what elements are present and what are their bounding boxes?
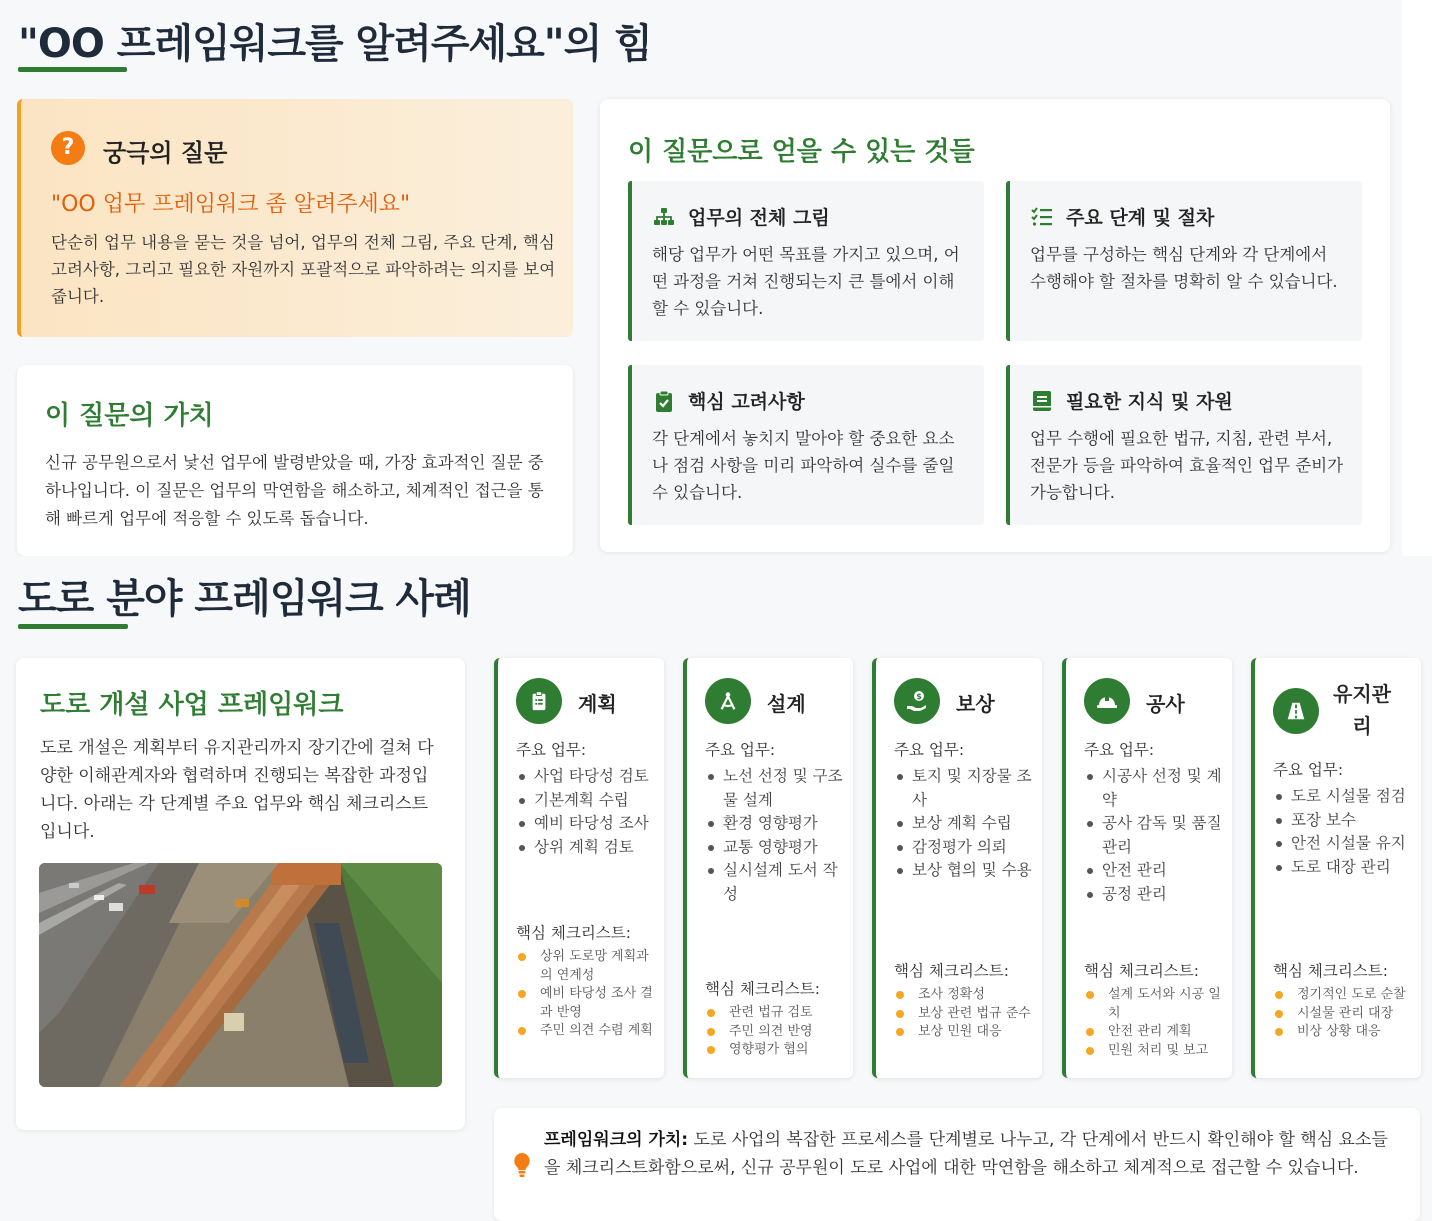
gain-item-title: 주요 단계 및 절차 — [1066, 207, 1215, 229]
checklist — [516, 948, 656, 1041]
checklist-item: 보상 민원 대응 — [894, 1023, 1034, 1042]
checklist-label: 핵심 체크리스트: — [1084, 962, 1199, 980]
gain-item-steps — [1006, 181, 1362, 341]
road-card-title: 도로 개설 사업 프레임워크 — [40, 690, 344, 720]
checklist-label: 핵심 체크리스트: — [516, 924, 631, 942]
stage-card-construction — [1062, 658, 1232, 1078]
sitemap-icon — [652, 205, 676, 229]
gain-item-resources — [1006, 365, 1362, 525]
gains-panel-title: 이 질문으로 얻을 수 있는 것들 — [628, 137, 975, 167]
task-item: 시공사 선정 및 계약 — [1084, 765, 1224, 812]
checklist-item: 안전 관리 계획 — [1084, 1023, 1224, 1042]
question-quote: "OO 업무 프레임워크 좀 알려주세요" — [51, 192, 411, 217]
task-item: 상위 계획 검토 — [516, 836, 656, 860]
tasks-label: 주요 업무: — [1084, 741, 1155, 759]
task-item: 환경 영향평가 — [705, 812, 845, 836]
stage-card-maintenance — [1251, 658, 1421, 1078]
aerial-road-construction-photo — [39, 863, 442, 1087]
value-card-title: 이 질문의 가치 — [45, 401, 214, 431]
checklist-item: 설계 도서와 시공 일치 — [1084, 986, 1224, 1023]
checklist-label: 핵심 체크리스트: — [894, 962, 1009, 980]
task-item: 노선 선정 및 구조물 설계 — [705, 765, 845, 812]
list-check-icon — [1030, 205, 1054, 229]
gain-item-description: 업무 수행에 필요한 법규, 지침, 관련 부서, 전문가 등을 파악하여 효율적인 업무 준비가 가능합니다. — [1030, 429, 1344, 502]
question-card-title: 궁극의 질문 — [103, 139, 228, 167]
framework-value-text — [544, 1126, 1394, 1182]
section2-underline — [18, 624, 128, 629]
task-item: 도로 시설물 점검 — [1273, 785, 1413, 809]
task-item: 예비 타당성 조사 — [516, 812, 656, 836]
checklist-label: 핵심 체크리스트: — [1273, 962, 1388, 980]
clipboard-list-icon — [516, 678, 562, 724]
gain-item-title: 업무의 전체 그림 — [688, 207, 830, 229]
gains-panel — [600, 99, 1390, 552]
framework-value-box — [494, 1108, 1420, 1221]
gain-item-title: 필요한 지식 및 자원 — [1066, 391, 1233, 413]
task-item: 실시설계 도서 작성 — [705, 859, 845, 906]
tasks-label: 주요 업무: — [705, 741, 776, 759]
stage-card-design — [683, 658, 853, 1078]
question-description: 단순히 업무 내용을 묻는 것을 넘어, 업무의 전체 그림, 주요 단계, 핵심 고려사항, 그리고 필요한 자원까지 포괄적으로 파악하려는 의지를 보여줍니다. — [51, 233, 556, 306]
task-item: 도로 대장 관리 — [1273, 856, 1413, 880]
gain-item-description: 각 단계에서 놓치지 말아야 할 중요한 요소나 점검 사항을 미리 파악하여 실수를 줄일 수 있습니다. — [652, 429, 955, 502]
framework-value-label: 프레임워크의 가치: — [544, 1130, 689, 1150]
task-item: 감정평가 의뢰 — [894, 836, 1034, 860]
section2-title: 도로 분야 프레임워크 사례 — [18, 576, 471, 622]
compass-drafting-icon — [705, 678, 751, 724]
checklist — [1273, 986, 1413, 1042]
tasks-label: 주요 업무: — [894, 741, 965, 759]
checklist-item: 조사 정확성 — [894, 986, 1034, 1005]
checklist-item: 상위 도로망 계획과의 연계성 — [516, 948, 656, 985]
task-list — [894, 765, 1034, 883]
gain-item-description: 업무를 구성하는 핵심 단계와 각 단계에서 수행해야 할 절차를 명확히 알 수 있습니다. — [1030, 245, 1338, 291]
task-item: 기본계획 수립 — [516, 789, 656, 813]
task-list — [516, 765, 656, 859]
road-framework-card — [16, 658, 465, 1130]
task-item: 안전 시설물 유지 — [1273, 832, 1413, 856]
task-item: 보상 협의 및 수용 — [894, 859, 1034, 883]
stage-name: 설계 — [767, 692, 806, 716]
question-icon: ? — [51, 131, 85, 165]
clipboard-check-icon — [652, 389, 676, 413]
task-item: 토지 및 지장물 조사 — [894, 765, 1034, 812]
stage-card-plan — [494, 658, 664, 1078]
task-item: 포장 보수 — [1273, 809, 1413, 833]
checklist-item: 민원 처리 및 보고 — [1084, 1042, 1224, 1061]
checklist-item: 주민 의견 수렴 계획 — [516, 1022, 656, 1041]
task-list — [705, 765, 845, 906]
task-item: 보상 계획 수립 — [894, 812, 1034, 836]
tasks-label: 주요 업무: — [1273, 761, 1344, 779]
gain-item-description: 해당 업무가 어떤 목표를 가지고 있으며, 어떤 과정을 거쳐 진행되는지 큰 틀에서 이해할 수 있습니다. — [652, 245, 960, 318]
stage-card-compensation — [872, 658, 1042, 1078]
task-item: 공사 감독 및 품질 관리 — [1084, 812, 1224, 859]
road-icon — [1273, 688, 1319, 734]
checklist-item: 시설물 관리 대장 — [1273, 1005, 1413, 1024]
stage-name: 유지관리 — [1333, 682, 1391, 738]
tasks-label: 주요 업무: — [516, 741, 587, 759]
checklist-item: 비상 상황 대응 — [1273, 1023, 1413, 1042]
question-value-card — [17, 365, 573, 556]
lightbulb-icon — [512, 1152, 532, 1178]
checklist-item: 주민 의견 반영 — [705, 1023, 845, 1042]
value-card-description: 신규 공무원으로서 낯선 업무에 발령받았을 때, 가장 효과적인 질문 중 하나입니다. 이 질문은 업무의 막연함을 해소하고, 체계적인 접근을 통해 빠르게 업무에 적응할 수 있도록 돕습니다. — [45, 453, 544, 528]
gain-item-big-picture — [628, 181, 984, 341]
checklist-item: 영향평가 협의 — [705, 1041, 845, 1060]
task-item: 사업 타당성 검토 — [516, 765, 656, 789]
ultimate-question-card — [17, 99, 573, 337]
right-edge-strip — [1402, 0, 1432, 556]
gain-item-title: 핵심 고려사항 — [688, 391, 805, 413]
checklist — [1084, 986, 1224, 1060]
road-card-description: 도로 개설은 계획부터 유지관리까지 장기간에 걸쳐 다양한 이해관계자와 협력하며 진행되는 복잡한 과정입니다. 아래는 각 단계별 주요 업무와 핵심 체크리스트입니다. — [40, 738, 434, 842]
task-list — [1084, 765, 1224, 906]
svg-text:$: $ — [916, 692, 922, 701]
title-underline — [18, 67, 127, 72]
section-title: "OO 프레임워크를 알려주세요"의 힘 — [18, 21, 652, 67]
framework-value-body: 도로 사업의 복잡한 프로세스를 단계별로 나누고, 각 단계에서 반드시 확인해야 할 핵심 요소들을 체크리스트화함으로써, 신규 공무원이 도로 사업에 대한 막연함을 해소하고 체계적으로 접근할 수 있습니다. — [544, 1130, 1388, 1178]
stage-name: 공사 — [1146, 692, 1185, 716]
stage-name: 보상 — [956, 692, 995, 716]
gain-item-considerations — [628, 365, 984, 525]
task-item: 안전 관리 — [1084, 859, 1224, 883]
checklist-item: 보상 관련 법규 준수 — [894, 1005, 1034, 1024]
checklist — [705, 1004, 845, 1060]
checklist — [894, 986, 1034, 1042]
task-list — [1273, 785, 1413, 879]
task-item: 공정 관리 — [1084, 883, 1224, 907]
task-item: 교통 영향평가 — [705, 836, 845, 860]
checklist-item: 정기적인 도로 순찰 — [1273, 986, 1413, 1005]
book-icon — [1030, 389, 1054, 413]
stage-name: 계획 — [578, 692, 617, 716]
hand-holding-dollar-icon — [894, 678, 940, 724]
checklist-item: 예비 타당성 조사 결과 반영 — [516, 985, 656, 1022]
checklist-label: 핵심 체크리스트: — [705, 980, 820, 998]
hard-hat-icon — [1084, 678, 1130, 724]
checklist-item: 관련 법규 검토 — [705, 1004, 845, 1023]
